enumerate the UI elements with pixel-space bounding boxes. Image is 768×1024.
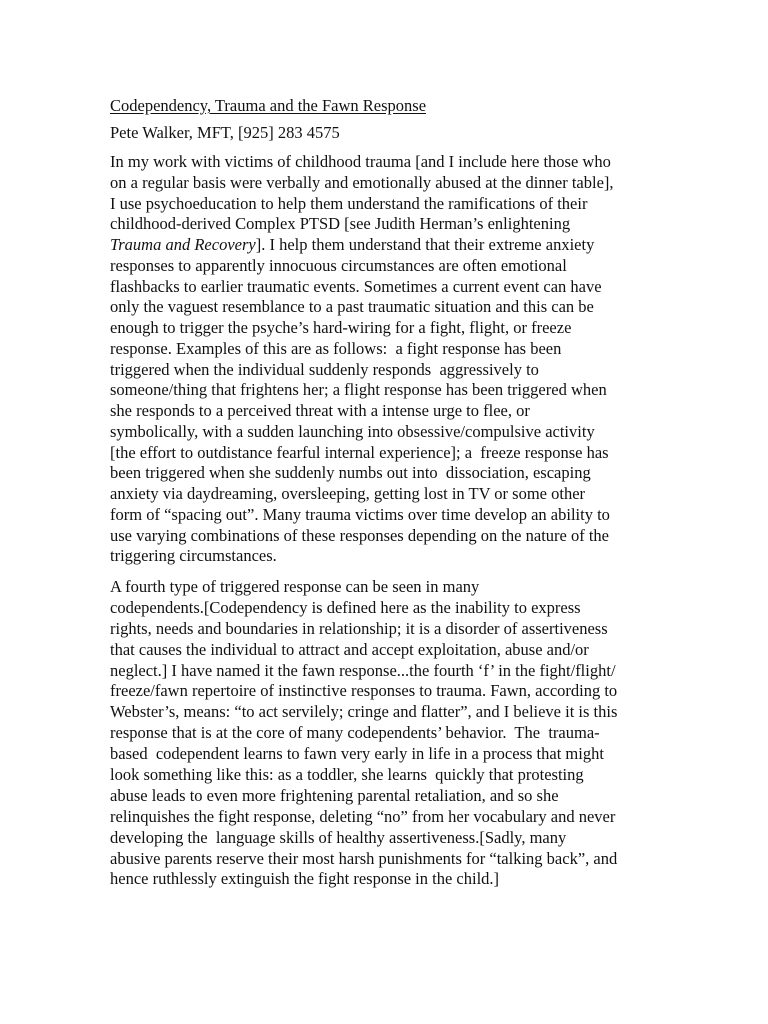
text-line xyxy=(110,152,670,173)
text-run: been triggered when she suddenly numbs out into dissociation, escaping xyxy=(110,463,591,483)
document-title: Codependency, Trauma and the Fawn Response xyxy=(110,96,427,115)
text-run: ]. I help them understand that their extreme anxiety xyxy=(255,235,595,254)
text-run: only the vaguest resemblance to a past traumatic situation and this can be xyxy=(110,297,594,317)
text-line xyxy=(110,598,670,619)
document-page xyxy=(110,96,670,890)
text-line xyxy=(110,214,670,235)
italic-book-title: Trauma and Recovery xyxy=(110,235,256,254)
text-line xyxy=(110,619,670,640)
text-run: codependents.[Codependency is defined here as the inability to express xyxy=(110,597,581,617)
text-line xyxy=(110,681,670,702)
text-line xyxy=(110,577,670,598)
text-line xyxy=(110,463,670,484)
text-line xyxy=(110,173,670,194)
text-run: someone/thing that frightens her; a flight response has been triggered when xyxy=(110,380,607,400)
text-run: she responds to a perceived threat with a intense urge to flee, or xyxy=(110,401,530,420)
text-line xyxy=(110,702,670,723)
text-run: abuse leads to even more frightening parental retaliation, and so she xyxy=(110,785,559,805)
text-run: responses to apparently innocuous circumstances are often emotional xyxy=(110,255,567,275)
text-run: enough to trigger the psyche’s hard-wiring for a fight, flight, or freeze xyxy=(110,318,572,337)
text-line xyxy=(110,380,670,401)
text-run: flashbacks to earlier traumatic events. Sometimes a current event can have xyxy=(110,276,602,296)
text-line xyxy=(110,256,670,277)
text-run: based codependent learns to fawn very early in life in a process that might xyxy=(110,744,604,764)
text-run: developing the language skills of healthy assertiveness.[Sadly, many xyxy=(110,827,567,847)
paragraph-1 xyxy=(110,152,670,567)
text-run: neglect.] I have named it the fawn response...the fourth ‘f’ in the fight/flight/ xyxy=(110,660,616,680)
text-run: [the effort to outdistance fearful internal experience]; a freeze response has xyxy=(110,442,609,462)
text-run: response. Examples of this are as follows: a fight response has been xyxy=(110,338,562,358)
author-line: Pete Walker, MFT, [925] 283 4575 xyxy=(110,123,340,142)
text-line xyxy=(110,786,670,807)
text-run: A fourth type of triggered response can be seen in many xyxy=(110,577,480,596)
text-run: freeze/fawn repertoire of instinctive responses to trauma. Fawn, according to xyxy=(110,681,618,701)
text-line xyxy=(110,869,670,890)
text-line xyxy=(110,277,670,298)
text-run: triggered when the individual suddenly responds aggressively to xyxy=(110,359,539,379)
text-line xyxy=(110,640,670,661)
text-line xyxy=(110,443,670,464)
text-run: rights, needs and boundaries in relationship; it is a disorder of assertiveness xyxy=(110,618,608,638)
text-run: I use psychoeducation to help them understand the ramifications of their xyxy=(110,193,588,213)
text-run: abusive parents reserve their most harsh punishments for “talking back”, and xyxy=(110,848,618,868)
text-line xyxy=(110,318,670,339)
text-line xyxy=(110,661,670,682)
text-line xyxy=(110,194,670,215)
text-run: In my work with victims of childhood trauma [and I include here those who xyxy=(110,152,611,171)
text-line xyxy=(110,828,670,849)
text-run: form of “spacing out”. Many trauma victims over time develop an ability to xyxy=(110,504,610,524)
text-line xyxy=(110,484,670,505)
text-line xyxy=(110,807,670,828)
text-run: hence ruthlessly extinguish the fight response in the child.] xyxy=(110,869,500,889)
text-line xyxy=(110,297,670,318)
text-line xyxy=(110,422,670,443)
text-line xyxy=(110,765,670,786)
text-line xyxy=(110,360,670,381)
text-run: look something like this: as a toddler, she learns quickly that protesting xyxy=(110,765,584,785)
text-line xyxy=(110,235,670,256)
text-run: use varying combinations of these responses depending on the nature of the xyxy=(110,525,609,545)
text-run: Webster’s, means: “to act servilely; cringe and flatter”, and I believe it is this xyxy=(110,702,618,722)
text-line xyxy=(110,505,670,526)
text-line xyxy=(110,546,670,567)
text-line xyxy=(110,526,670,547)
paragraph-2 xyxy=(110,577,670,890)
text-run: on a regular basis were verbally and emotionally abused at the dinner table], xyxy=(110,172,614,192)
text-line xyxy=(110,744,670,765)
text-run: symbolically, with a sudden launching into obsessive/compulsive activity xyxy=(110,421,595,441)
text-run: that causes the individual to attract and accept exploitation, abuse and/or xyxy=(110,639,589,659)
text-run: response that is at the core of many codependents’ behavior. The trauma- xyxy=(110,723,600,743)
text-line xyxy=(110,849,670,870)
text-run: childhood-derived Complex PTSD [see Judith Herman’s enlightening xyxy=(110,214,571,234)
text-run: anxiety via daydreaming, oversleeping, getting lost in TV or some other xyxy=(110,484,586,503)
text-run: triggering circumstances. xyxy=(110,546,277,566)
text-run: relinquishes the fight response, deleting “no” from her vocabulary and never xyxy=(110,806,616,826)
text-line xyxy=(110,401,670,422)
text-line xyxy=(110,339,670,360)
text-line xyxy=(110,723,670,744)
